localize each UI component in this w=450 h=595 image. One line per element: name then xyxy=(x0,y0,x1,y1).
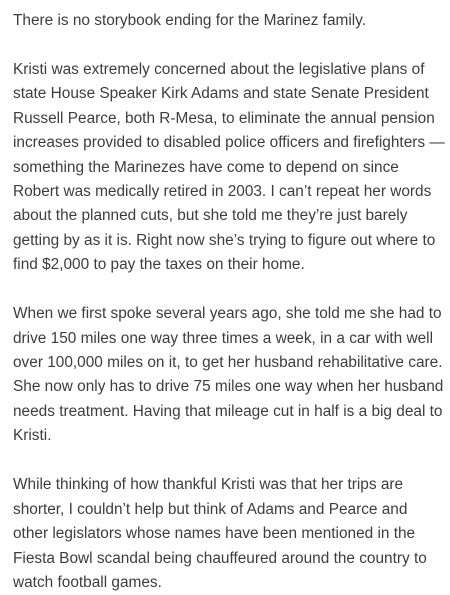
paragraph-intro: There is no storybook ending for the Marinez family. xyxy=(13,12,367,29)
paragraph-pension-cuts: Kristi was extremely concerned about the legislative plans of state House Speaker Kirk Adams and state Senate President Russell Pearce, both R-Mesa, to eliminate the annual pension increases provided to disabled police officers and firefighters — something the Marinezes have come to depend on since Robert was medically retired in 2003. I can’t repeat her words about the planned cuts, but she told me they’re just barely getting by as it is. Right now she’s trying to figure out where to find $2,000 to pay the taxes on their home. xyxy=(13,61,445,274)
article-body xyxy=(13,9,445,595)
paragraph-fiesta-bowl: While thinking of how thankful Kristi was that her trips are shorter, I couldn’t help but think of Adams and Pearce and other legislators whose names have been mentioned in the Fiesta Bowl scandal being chauffeured around the country to watch football games. xyxy=(13,476,427,591)
paragraph-driving: When we first spoke several years ago, she told me she had to drive 150 miles one way three times a week, in a car with well over 100,000 miles on it, to get her husband rehabilitative care. She now only has to drive 75 miles one way when her husband needs treatment. Having that mileage cut in half is a big deal to Kristi. xyxy=(13,305,444,445)
